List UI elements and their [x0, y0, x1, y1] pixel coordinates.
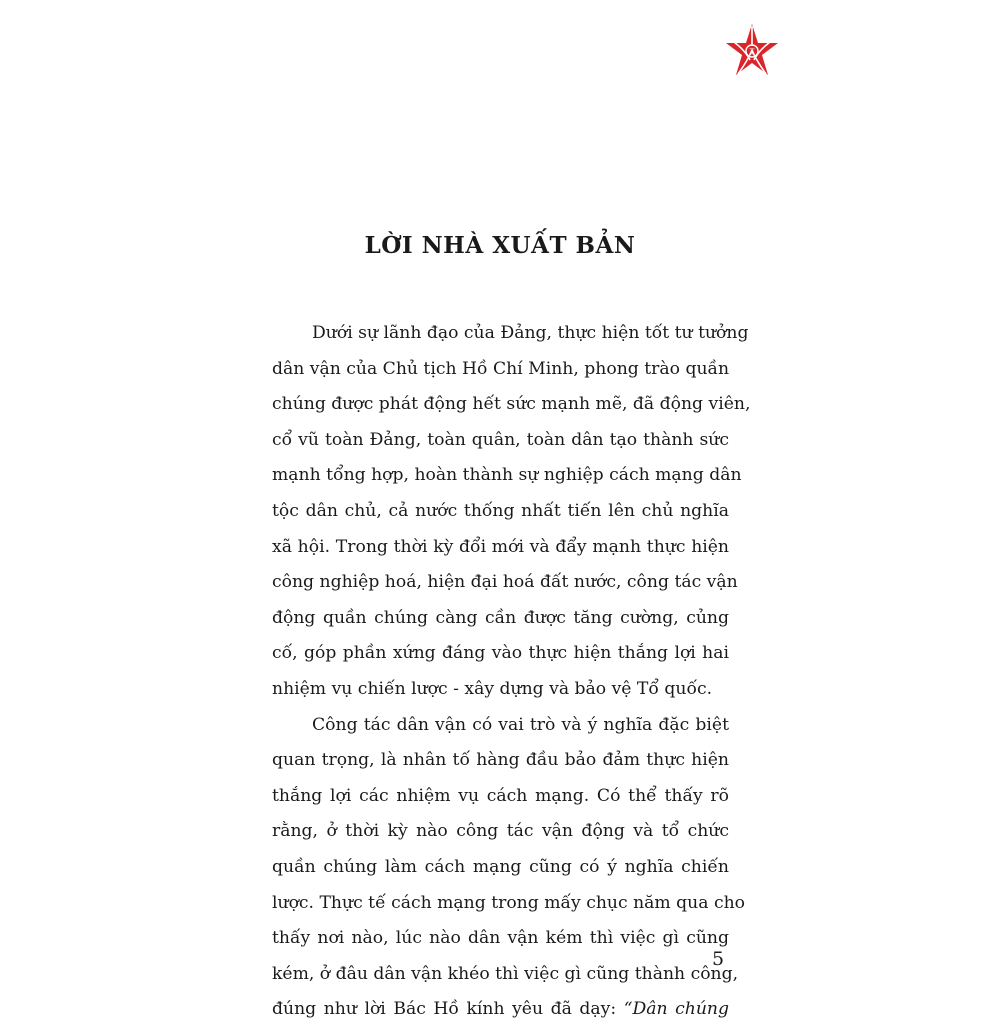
- paragraph: [272, 316, 751, 708]
- paragraph: [272, 708, 745, 1028]
- text-line: tộc dân chủ, cả nước thống nhất tiến lên chủ nghĩa: [272, 500, 729, 521]
- text-line: lược. Thực tế cách mạng trong mấy chục năm qua cho: [272, 892, 745, 913]
- text-line: mạnh tổng hợp, hoàn thành sự nghiệp cách mạng dân: [272, 465, 742, 486]
- text-line: công nghiệp hoá, hiện đại hoá đất nước, công tác vận: [272, 572, 738, 593]
- quote-start: “Dân chúng: [623, 999, 729, 1020]
- text-line: kém, ở đâu dân vận khéo thì việc gì cũng thành công,: [272, 963, 739, 984]
- text-line: xã hội. Trong thời kỳ đổi mới và đẩy mạnh thực hiện: [272, 536, 729, 557]
- text-line: nhiệm vụ chiến lược - xây dựng và bảo vệ Tổ quốc.: [272, 678, 713, 699]
- text-line: thắng lợi các nhiệm vụ cách mạng. Có thể thấy rõ: [272, 785, 729, 806]
- text-line: quần chúng làm cách mạng cũng có ý nghĩa chiến: [272, 856, 729, 877]
- text-line-with-quote: [272, 992, 729, 1028]
- text-line: cố, góp phần xứng đáng vào thực hiện thắng lợi hai: [272, 643, 729, 664]
- text-line: chúng được phát động hết sức mạnh mẽ, đã động viên,: [272, 394, 751, 415]
- text-line: Dưới sự lãnh đạo của Đảng, thực hiện tốt tư tưởng: [312, 323, 749, 343]
- svg-text:T: T: [749, 47, 755, 57]
- text-segment: đúng như lời Bác Hồ kính yêu đã dạy:: [272, 999, 624, 1020]
- text-line: dân vận của Chủ tịch Hồ Chí Minh, phong trào quần: [272, 358, 730, 379]
- text-line: rằng, ở thời kỳ nào công tác vận động và tổ chức: [272, 821, 729, 842]
- text-line: động quần chúng càng cần được tăng cường, củng: [272, 607, 729, 628]
- red-star-logo-icon: [722, 22, 782, 82]
- text-line: cổ vũ toàn Đảng, toàn quân, toàn dân tạo thành sức: [272, 429, 729, 450]
- text-line: thấy nơi nào, lúc nào dân vận kém thì việc gì cũng: [272, 928, 729, 949]
- text-line: Công tác dân vận có vai trò và ý nghĩa đặc biệt: [312, 714, 729, 735]
- page-number: 5: [712, 948, 725, 970]
- preface-body: [272, 316, 751, 1028]
- page-title: LỜI NHÀ XUẤT BẢN: [364, 232, 636, 259]
- text-line: quan trọng, là nhân tố hàng đầu bảo đảm thực hiện: [272, 750, 729, 771]
